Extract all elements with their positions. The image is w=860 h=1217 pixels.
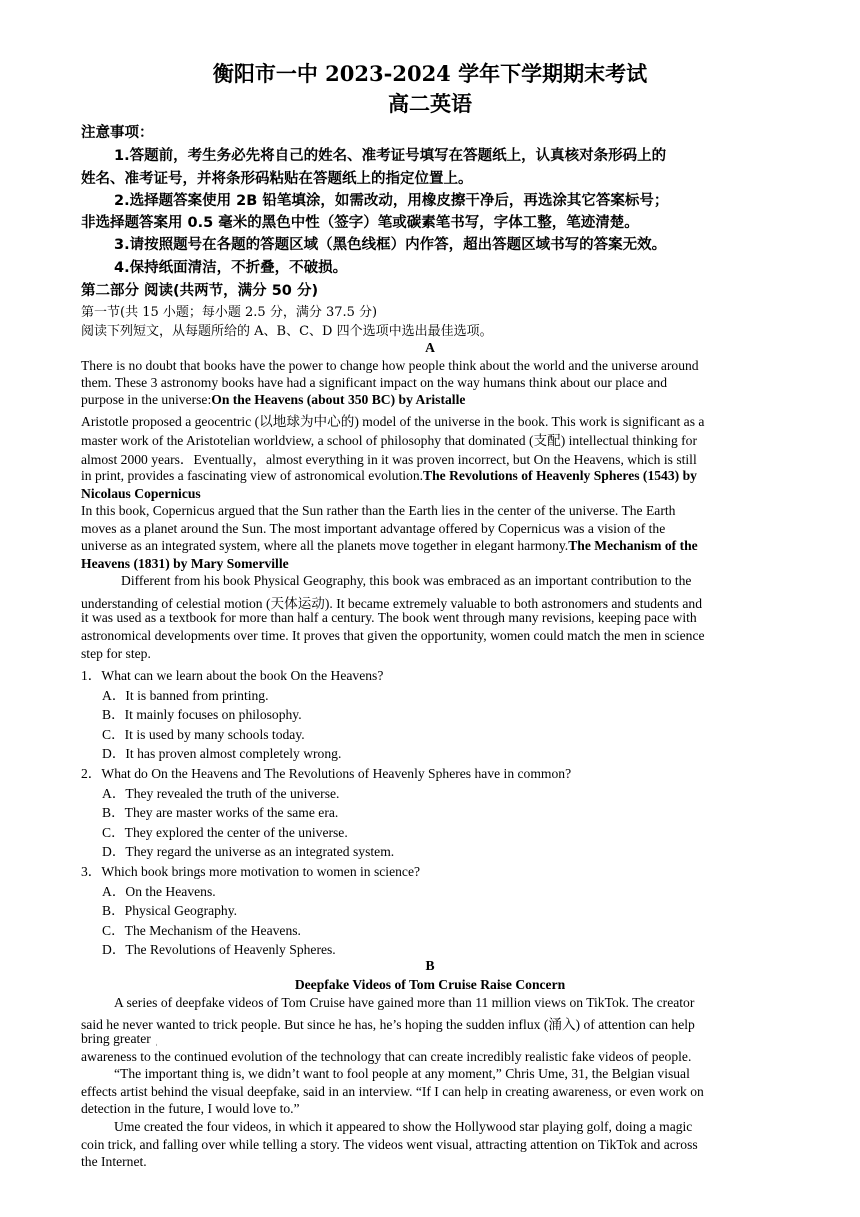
question-option: D．The Revolutions of Heavenly Spheres.	[102, 942, 336, 957]
passage-b-line: said he never wanted to trick people. But since he has, he’s hoping the sudden influx (涌入) of attention can help	[81, 1017, 695, 1032]
exam-title: 衡阳市一中 2023-2024 学年下学期期末考试	[212, 61, 648, 86]
passage-a-line	[81, 538, 698, 554]
passage-a-line: master work of the Aristotelian worldview, a school of philosophy that dominated (支配) intellectual thinking for	[81, 433, 697, 448]
passage-a-line: step for step.	[81, 646, 151, 661]
question-option: C．They explored the center of the universe.	[102, 825, 348, 840]
question-stem: 2．What do On the Heavens and The Revolutions of Heavenly Spheres have in common?	[81, 766, 572, 781]
question-option: C．It is used by many schools today.	[102, 727, 305, 742]
passage-b-line: A series of deepfake videos of Tom Cruise have gained more than 11 million views on TikTok. The creator	[114, 995, 695, 1010]
question-option: B．It mainly focuses on philosophy.	[102, 707, 302, 722]
passage-b-line: effects artist behind the visual deepfake, said in an interview. “If I can help in creating awareness, or even work on	[81, 1084, 704, 1099]
passage-a-line: almost 2000 years．Eventually，almost everything in it was proven incorrect, but On the Heavens, which is still	[81, 452, 697, 467]
book-title-revolutions: The Revolutions of Heavenly Spheres (1543) by	[423, 468, 697, 483]
passage-a-line: moves as a planet around the Sun. The most important advantage offered by Copernicus was a vision of the	[81, 521, 666, 536]
notice-item-2a: 2.选择题答案使用 2B 铅笔填涂，如需改动，用橡皮擦干净后，再选涂其它答案标号；	[114, 193, 669, 209]
question-option: A．It is banned from printing.	[102, 688, 269, 703]
passage-a-line: them. These 3 astronomy books have had a significant impact on the way humans think about our place and	[81, 375, 668, 390]
exam-subtitle: 高二英语	[388, 91, 472, 116]
passage-b-line: detection in the future, I would love to.”	[81, 1101, 300, 1116]
passage-a-line: Heavens (1831) by Mary Somerville	[81, 556, 289, 571]
passage-b-letter: B	[425, 958, 435, 973]
passage-a-line: Different from his book Physical Geography, this book was embraced as an important contribution to the	[121, 573, 692, 588]
passage-b-line: Ume created the four videos, in which it appeared to show the Hollywood star playing golf, doing a magic	[114, 1119, 693, 1134]
notice-item-2b: 非选择题答案用 0.5 毫米的黑色中性（签字）笔或碳素笔书写，字体工整，笔迹清楚。	[81, 215, 639, 231]
notice-item-1b: 姓名、准考证号，并将条形码粘贴在答题纸上的指定位置上。	[81, 171, 473, 187]
question-option: B．Physical Geography.	[102, 903, 238, 918]
passage-b-line	[81, 1031, 159, 1047]
passage-a-line: In this book, Copernicus argued that the Sun rather than the Earth lies in the center of the universe. The Earth	[81, 503, 676, 518]
passage-a-letter: A	[425, 340, 435, 355]
notice-heading: 注意事项：	[81, 125, 154, 141]
passage-a-line: it was used as a textbook for more than half a century. The book went through many revisions, keeping pace with	[81, 610, 697, 625]
passage-b-title: Deepfake Videos of Tom Cruise Raise Concern	[294, 977, 566, 992]
passage-a-line: Nicolaus Copernicus	[81, 486, 201, 501]
passage-a-text: in print, provides a fascinating view of astronomical evolution.	[81, 468, 424, 483]
passage-b-line: awareness to the continued evolution of the technology that can create incredibly realistic fake videos of people.	[81, 1049, 692, 1064]
line-break-mark: ˌ	[150, 1031, 159, 1046]
question-option: C．The Mechanism of the Heavens.	[102, 923, 301, 938]
question-stem: 1．What can we learn about the book On the Heavens?	[81, 668, 384, 683]
book-title-mechanism: The Mechanism of the	[568, 538, 698, 553]
passage-a-line: Aristotle proposed a geocentric (以地球为中心的) model of the universe in the book. This work is significant as a	[81, 414, 705, 429]
question-stem: 3．Which book brings more motivation to women in science?	[81, 864, 421, 879]
passage-a-text: purpose in the universe:	[81, 392, 212, 407]
notice-item-3: 3.请按照题号在各题的答题区域（黑色线框）内作答，超出答题区域书写的答案无效。	[114, 237, 667, 253]
book-title-on-the-heavens: On the Heavens (about 350 BC) by Aristalle	[211, 392, 466, 407]
part2-heading: 第二部分 阅读(共两节，满分 50 分)	[81, 283, 319, 299]
passage-b-line: “The important thing is, we didn’t want to fool people at any moment,” Chris Ume, 31, the Belgian visual	[114, 1066, 690, 1081]
question-option: A．They revealed the truth of the universe.	[102, 786, 340, 801]
notice-item-4: 4.保持纸面清洁，不折叠，不破损。	[114, 260, 348, 276]
question-option: D．It has proven almost completely wrong.	[102, 746, 342, 761]
passage-a-line: understanding of celestial motion (天体运动). It became extremely valuable to both astronomers and students and	[81, 596, 702, 611]
question-option: B．They are master works of the same era.	[102, 805, 339, 820]
notice-item-1a: 1.答题前，考生务必先将自己的姓名、准考证号填写在答题纸上，认真核对条形码上的	[114, 148, 667, 164]
passage-a-line	[81, 392, 465, 408]
question-option: A．On the Heavens.	[102, 884, 216, 899]
passage-a-line: There is no doubt that books have the power to change how people think about the world and the universe around	[81, 358, 699, 373]
question-option: D．They regard the universe as an integrated system.	[102, 844, 395, 859]
passage-b-line: coin trick, and falling over while telling a story. The videos went visual, attracting attention on TikTok and across	[81, 1137, 698, 1152]
passage-a-line	[81, 468, 697, 484]
passage-a-line: astronomical developments over time. It proves that given the opportunity, women could match the men in science	[81, 628, 705, 643]
section1-heading: 第一节(共 15 小题；每小题 2.5 分，满分 37.5 分)	[81, 305, 378, 320]
passage-a-text: universe as an integrated system, where all the planets move together in elegant harmony.	[81, 538, 569, 553]
passage-b-text: bring greater	[81, 1031, 151, 1046]
section1-instruction: 阅读下列短文，从每题所给的 A、B、C、D 四个选项中选出最佳选项。	[81, 324, 493, 339]
passage-b-line: the Internet.	[81, 1154, 147, 1169]
